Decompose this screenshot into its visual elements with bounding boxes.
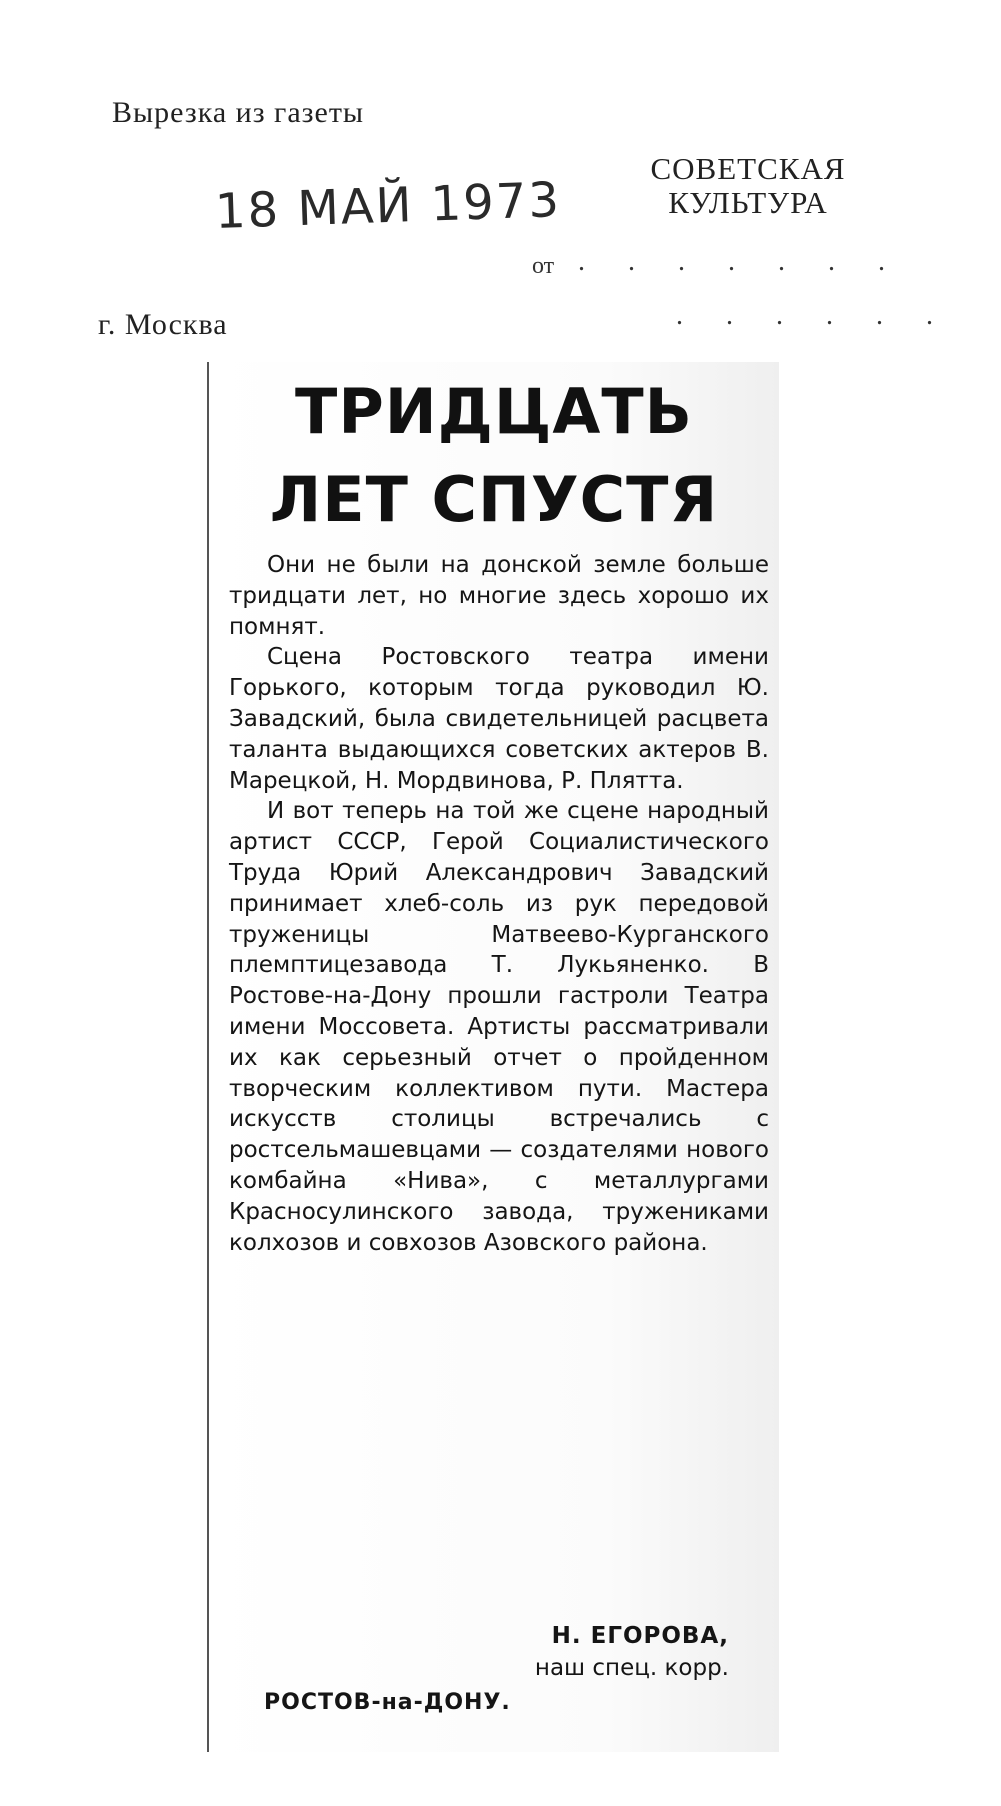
newspaper-name: СОВЕТСКАЯ КУЛЬТУРА (650, 151, 846, 220)
headline-line-1: ТРИДЦАТЬ (295, 375, 693, 448)
date-stamp: 18 МАЙ 1973 (214, 171, 562, 241)
headline-line-2: ЛЕТ СПУСТЯ (269, 463, 719, 536)
newspaper-clipping (207, 362, 779, 1752)
article-paragraph: Они не были на донской земле больше тридцати лет, но многие здесь хорошо их помнят. (229, 552, 769, 640)
article-body (229, 550, 769, 1258)
city-label: г. Москва (98, 308, 228, 341)
article-headline (209, 368, 779, 544)
article-paragraph: И вот теперь на той же сцене народный артист СССР, Герой Социалистического Труда Юрий Александрович Завадский принимает хлеб-соль из рук передовой труженицы Матвеево-Курганского племптицезавода Т. Лукьяненко. В Ростове-на-Дону прошли гастроли Театра имени Моссовета. Артисты рассматривали их как серьезный отчет о пройденном творческим коллективом пути. Мастера искусств столицы встречались с ростсельмашевцами — создателями нового комбайна «Нива», с металлургами Красносулинского завода, тружениками колхозов и совхозов Азовского района. (229, 798, 769, 1256)
article-paragraph: Сцена Ростовского театра имени Горького, которым тогда руководил Ю. Завадский, была свидетельницей расцвета таланта выдающихся советских актеров В. Марецкой, Н. Мордвинова, Р. Плятта. (229, 644, 769, 794)
author-role: наш спец. корр. (534, 1655, 729, 1681)
from-dots: . . . . . . . (578, 246, 903, 277)
article-dateline: РОСТОВ-на-ДОНУ. (264, 1690, 511, 1715)
clipping-form-label: Вырезка из газеты (112, 96, 365, 129)
city-dots: . . . . . . (676, 300, 951, 331)
article-byline (209, 1620, 729, 1684)
author-name: Н. ЕГОРОВА, (551, 1623, 729, 1649)
from-label: от (532, 253, 555, 279)
